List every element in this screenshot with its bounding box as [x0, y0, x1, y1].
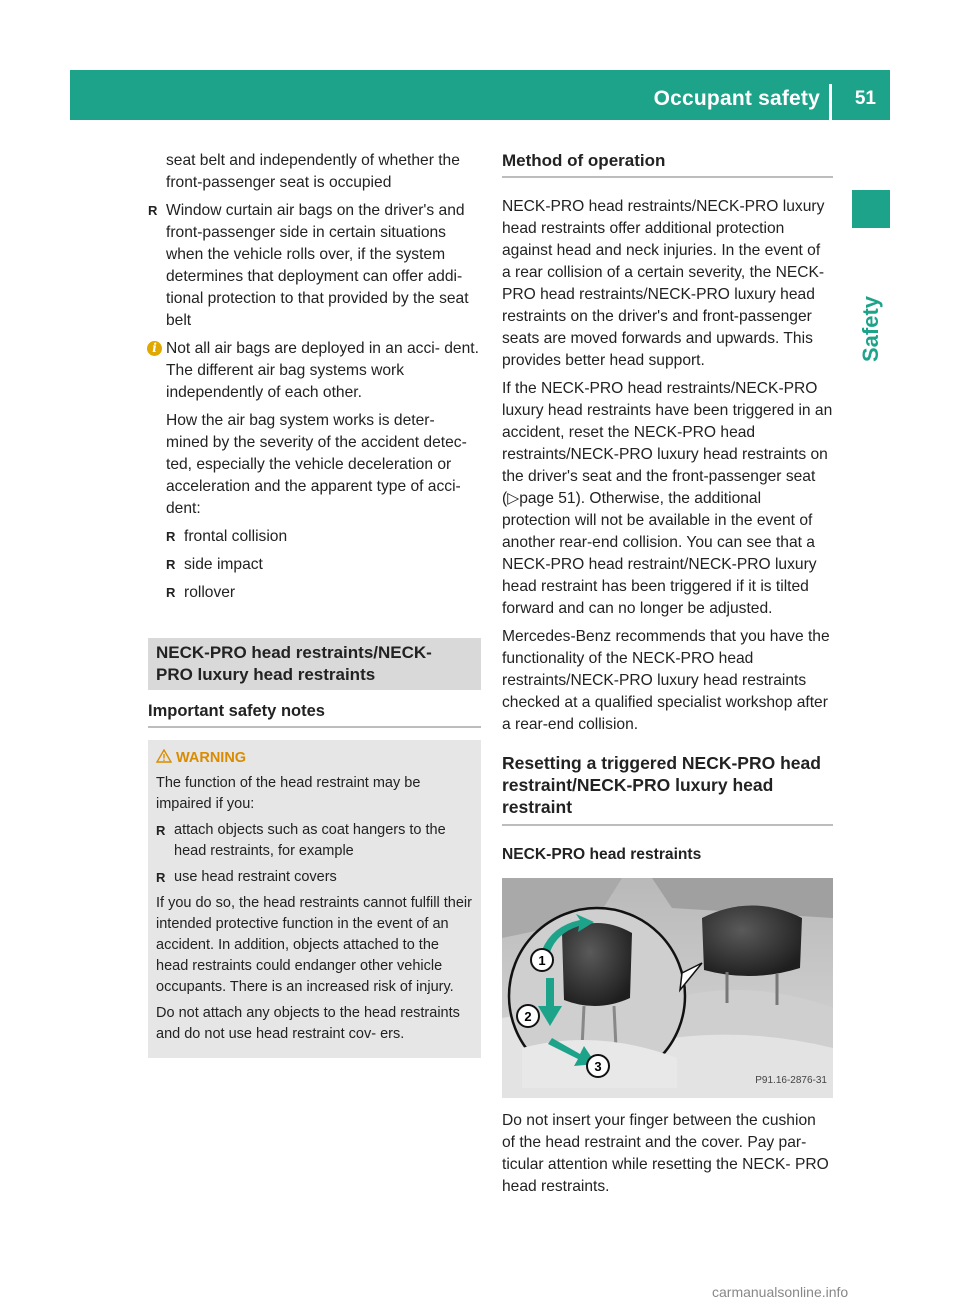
- paragraph: Mercedes-Benz recommends that you have the functionality of the NECK-PRO head restraints/NECK-PRO luxury head restraints checked at a qualified specialist workshop after a rear-end collision.: [502, 628, 830, 733]
- section-heading: NECK-PRO head restraints/NECK- PRO luxury head restraints: [148, 638, 481, 690]
- subheading: Resetting a triggered NECK-PRO head restraint/NECK-PRO luxury head restraint: [502, 752, 833, 826]
- figure-label-2: 2: [524, 1009, 532, 1024]
- figure-label-1: 1: [538, 953, 546, 968]
- info-text: How the air bag system works is deter- mined by the severity of the accident detec- ted, especially the vehicle deceleration or acceleration and the apparent type of acci- dent:: [166, 412, 467, 517]
- watermark: carmanualsonline.info: [712, 1284, 849, 1300]
- header-divider: [829, 84, 832, 120]
- subheading: Important safety notes: [148, 700, 481, 728]
- head-restraint-figure: [502, 878, 833, 1098]
- head-restraint-illustration: [502, 878, 833, 1098]
- info-text: Not all air bags are deployed in an acci- dent. The different air bag systems work independently of each other.: [166, 340, 479, 401]
- paragraph: Do not insert your finger between the cushion of the head restraint and the cover. Pay par- ticular attention while resetting the NECK- PRO head restraints.: [502, 1112, 829, 1195]
- bullet-item: R attach objects such as coat hangers to the head restraints, for example: [156, 820, 473, 862]
- bullet-item: R frontal collision: [166, 526, 481, 548]
- warning-title: WARNING: [156, 748, 473, 769]
- bullet-item: R side impact: [166, 554, 481, 576]
- warning-text: Do not attach any objects to the head restraints and do not use head restraint cov- ers.: [156, 1005, 460, 1042]
- header-bar: [70, 70, 890, 120]
- warning-text: If you do so, the head restraints cannot fulfill their intended protective function in the event of an accident. In addition, objects attached to the head restraints could endanger other vehicle occupants. There is an increased risk of injury.: [156, 895, 472, 995]
- info-icon: i: [147, 341, 162, 356]
- figure-label-3: 3: [594, 1059, 602, 1074]
- right-column: [502, 150, 833, 1204]
- warning-text: The function of the head restraint may be impaired if you:: [156, 775, 421, 812]
- page-ref-arrow-icon: ▷: [507, 490, 520, 507]
- bullet-item: R use head restraint covers: [156, 867, 473, 888]
- warning-box: [148, 740, 481, 1058]
- subheading: NECK-PRO head restraints: [502, 846, 702, 863]
- info-note: [148, 338, 481, 604]
- paragraph: NECK-PRO head restraints/NECK-PRO luxury head restraints offer additional protection against head and neck injuries. In the event of a rear collision of a certain severity, the NECK- PRO head restraints/NECK-PRO luxury head restraints on the driver's and front-passenger seats are moved forwards and upwards. This provides better head support.: [502, 198, 825, 369]
- paragraph: If the NECK-PRO head restraints/NECK-PRO luxury head restraints have been triggered in an accident, reset the NECK-PRO head restraints/NECK-PRO luxury head restraints on the driver's seat and the front-passenger seat (▷page 51). Otherwise, the additional protection will not be available in the event of another rear-end collision. You can see that a NECK-PRO head restraint/NECK-PRO luxury head restraint has been triggered if it is tilted forward and can no longer be adjusted.: [502, 380, 833, 617]
- page-title: Occupant safety: [653, 87, 820, 110]
- subheading: Method of operation: [502, 150, 833, 178]
- warning-icon: [156, 749, 172, 763]
- bullet-item: R rollover: [166, 582, 481, 604]
- bullet-item: R Window curtain air bags on the driver's and front-passenger side in certain situations when the vehicle rolls over, if the system determines that deployment can offer addi- tional protection to that provided by the seat belt: [148, 200, 481, 332]
- paragraph: seat belt and independently of whether the front-passenger seat is occupied: [166, 152, 460, 191]
- left-column: [148, 150, 481, 1058]
- side-tab-marker: [852, 190, 890, 228]
- page-number: 51: [854, 88, 876, 109]
- figure-caption: P91.16-2876-31: [755, 1075, 827, 1086]
- page-link[interactable]: page 51: [519, 490, 576, 507]
